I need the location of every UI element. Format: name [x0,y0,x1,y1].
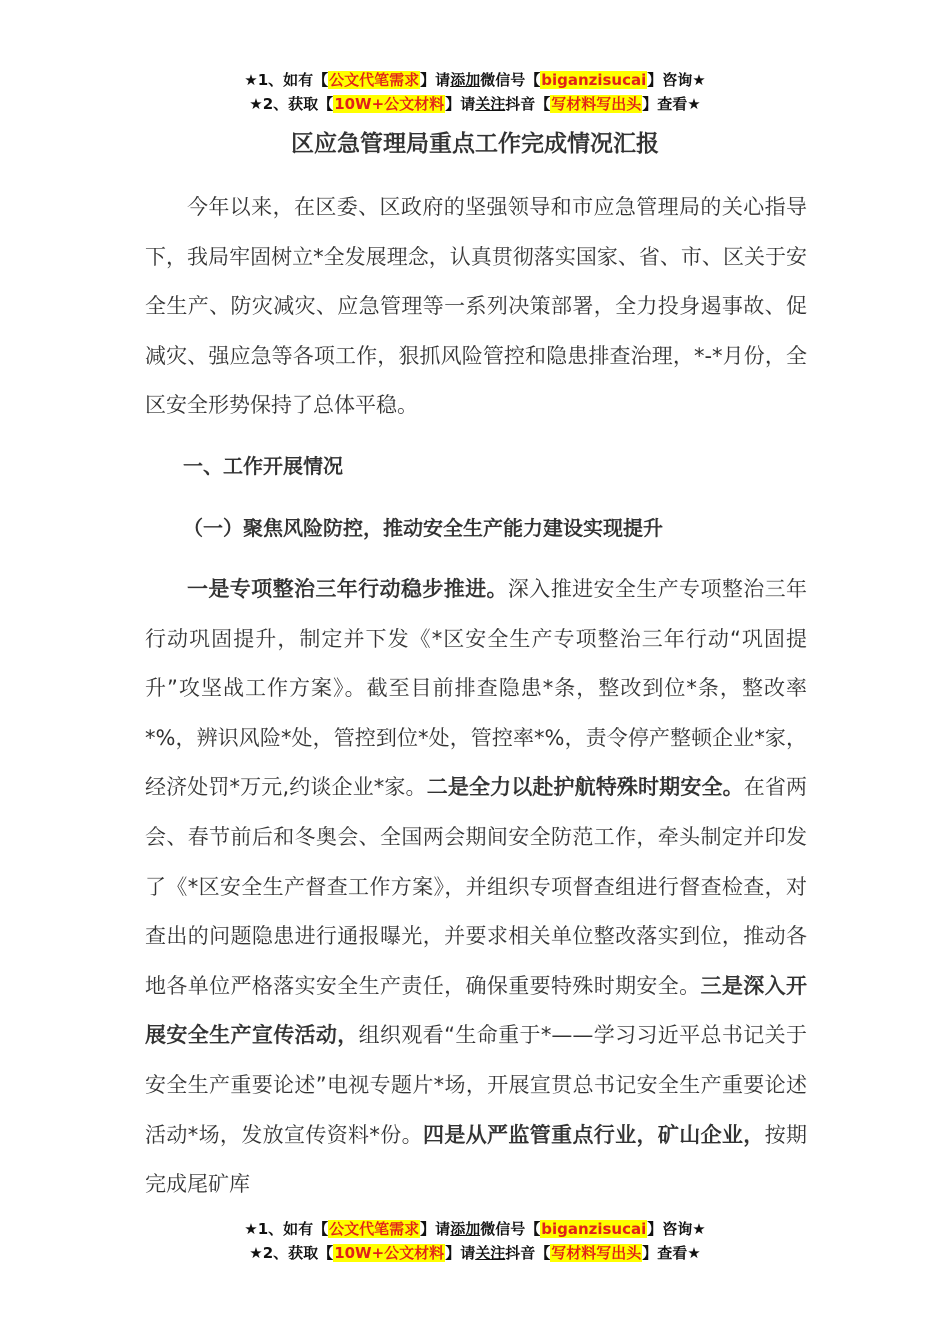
point-2-text: 在省两会、春节前后和冬奥会、全国两会期间安全防范工作，牵头制定并印发了《*区安全生产督查工作方案》，并组织专项督查组进行督查检查，对查出的问题隐患进行通报曝光，并要求相关单位整改落实到位，推动各地各单位严格落实安全生产责任，确保重要特殊时期安全。 [145,775,808,998]
banner-line-1 [0,68,950,92]
banner-highlight: 公文代笔需求 [329,1220,420,1238]
banner-line-1 [0,1217,950,1241]
subsection-heading [145,504,807,554]
point-4-text: 按期完成尾矿库 [145,1122,808,1197]
banner-text: 】请 [420,1220,451,1238]
point-3-heading: 三是深入开展安全生产宣传活动， [145,973,807,1048]
main-paragraph [145,565,807,1210]
banner-line-2 [0,1241,950,1265]
banner-underline: 添加 [450,1220,481,1238]
intro-paragraph [145,183,807,431]
banner-text: 抖音【 [505,1244,551,1262]
header-banner [0,68,950,116]
document-title: 区应急管理局重点工作完成情况汇报 [291,131,659,157]
banner-text: 】请 [445,95,476,113]
banner-highlight: biganzisucai [541,1220,647,1238]
banner-text: 】请 [445,1244,476,1262]
banner-text: ★1、如有【 [244,71,329,89]
banner-text: 】咨询★ [647,1220,706,1238]
banner-text: 】请 [420,71,451,89]
subsection-heading-text: （一）聚焦风险防控，推动安全生产能力建设实现提升 [183,516,663,540]
banner-line-2 [0,92,950,116]
section-heading-text: 一、工作开展情况 [183,454,343,478]
banner-text: 抖音【 [505,95,551,113]
point-4-heading: 四是从严监管重点行业，矿山企业， [422,1122,765,1147]
banner-highlight: 写材料写出头 [551,95,642,113]
banner-underline: 关注 [475,95,506,113]
banner-highlight: 10W+公文材料 [334,1244,445,1262]
point-2-heading: 二是全力以赴护航特殊时期安全。 [426,775,744,800]
banner-underline: 关注 [475,1244,506,1262]
banner-text: 微信号【 [480,1220,541,1238]
banner-text: 】查看★ [642,1244,701,1262]
intro-text: 今年以来，在区委、区政府的坚强领导和市应急管理局的关心指导下，我局牢固树立*全发展理念，认真贯彻落实国家、省、市、区关于安全生产、防灾减灾、应急管理等一系列决策部署，全力投身遏事故、促减灾、强应急等各项工作，狠抓风险管控和隐患排查治理，*-*月份，全区安全形势保持了总体平稳。 [145,195,807,418]
point-3-text: 组织观看“生命重于*——学习习近平总书记关于安全生产重要论述”电视专题片*场，开展宣贯总书记安全生产重要论述活动*场，发放宣传资料*份。 [145,1023,808,1147]
banner-text: 】查看★ [642,95,701,113]
banner-highlight: 公文代笔需求 [329,71,420,89]
banner-highlight: 10W+公文材料 [334,95,445,113]
banner-text: ★2、获取【 [249,1244,334,1262]
section-heading [145,442,807,492]
point-1-heading: 一是专项整治三年行动稳步推进。 [187,577,508,601]
banner-text: ★1、如有【 [244,1220,329,1238]
banner-text: 】咨询★ [647,71,706,89]
banner-underline: 添加 [450,71,481,89]
point-1-text: 深入推进安全生产专项整治三年行动巩固提升，制定并下发《*区安全生产专项整治三年行动“巩固提升”攻坚战工作方案》。截至目前排查隐患*条，整改到位*条，整改率*%，辨识风险*处，管控到位*处，管控率*%，责令停产整顿企业*家，经济处罚*万元,约谈企业*家。 [145,577,808,800]
banner-highlight: biganzisucai [541,71,647,89]
banner-text: 微信号【 [480,71,541,89]
footer-banner [0,1217,950,1265]
banner-text: ★2、获取【 [249,95,334,113]
banner-highlight: 写材料写出头 [551,1244,642,1262]
main-paragraph-text [145,565,807,1210]
